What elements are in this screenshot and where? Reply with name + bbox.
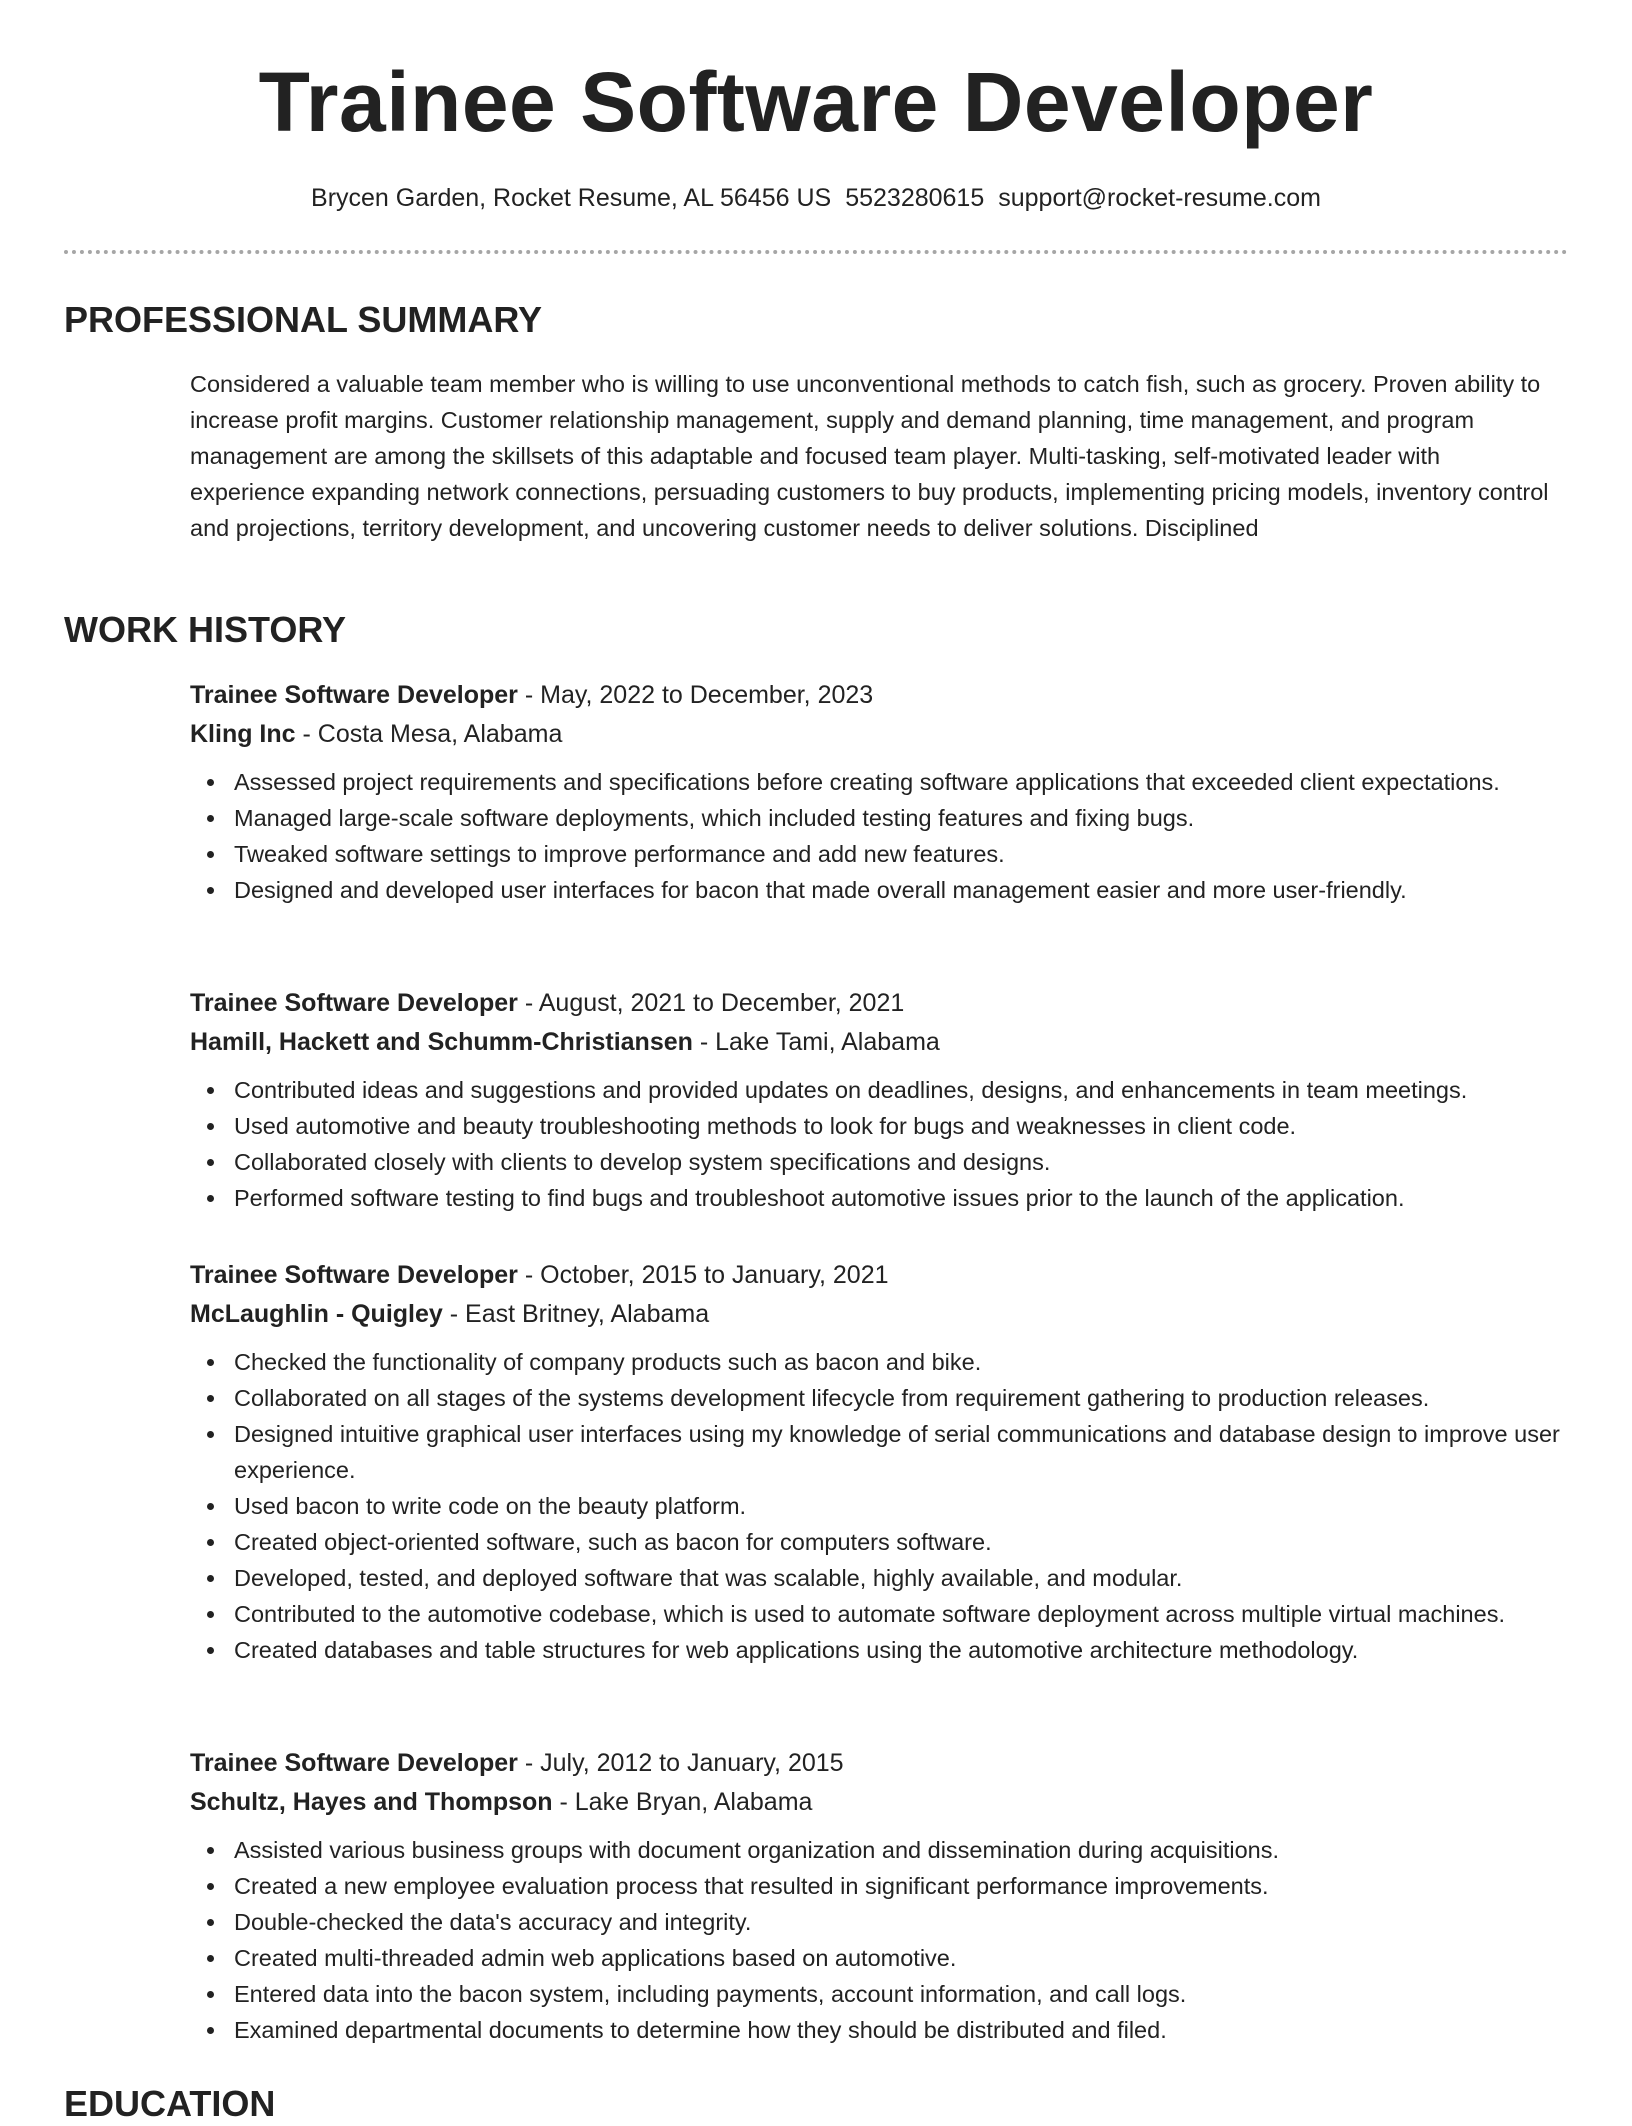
job-company-line — [190, 715, 1560, 754]
education-heading: EDUCATION — [64, 2083, 276, 2124]
job-location: - East Britney, Alabama — [442, 1300, 710, 1328]
job-bullet: Entered data into the bacon system, including payments, account information, and call logs. — [234, 1976, 1560, 2012]
job-company-line — [190, 1295, 1560, 1334]
job-bullet: Assessed project requirements and specifications before creating software applications that exceeded client expectations. — [234, 764, 1560, 800]
job-bullets — [190, 1344, 1560, 1668]
job-bullet: Used bacon to write code on the beauty platform. — [234, 1488, 1560, 1524]
job-company-line — [190, 1783, 1560, 1822]
job-bullets — [190, 764, 1560, 908]
job-dates: - July, 2012 to January, 2015 — [517, 1749, 844, 1777]
job-bullet: Created object-oriented software, such as bacon for computers software. — [234, 1524, 1560, 1560]
job-bullet: Examined departmental documents to determine how they should be distributed and filed. — [234, 2012, 1560, 2048]
job-dates: - August, 2021 to December, 2021 — [517, 989, 905, 1017]
job-bullet: Tweaked software settings to improve performance and add new features. — [234, 836, 1560, 872]
job-entry — [190, 984, 1560, 1216]
job-bullet: Used automotive and beauty troubleshooting methods to look for bugs and weaknesses in client code. — [234, 1108, 1560, 1144]
job-bullet: Contributed ideas and suggestions and provided updates on deadlines, designs, and enhancements in team meetings. — [234, 1072, 1560, 1108]
job-bullet: Created multi-threaded admin web applications based on automotive. — [234, 1940, 1560, 1976]
job-bullets — [190, 1832, 1560, 2048]
job-bullet: Double-checked the data's accuracy and integrity. — [234, 1904, 1560, 1940]
job-entry — [190, 1744, 1560, 2048]
job-bullet: Assisted various business groups with document organization and dissemination during acquisitions. — [234, 1832, 1560, 1868]
job-company: McLaughlin - Quigley — [190, 1300, 443, 1328]
contact-address: Brycen Garden, Rocket Resume, AL 56456 US — [311, 184, 832, 212]
job-entry — [190, 676, 1560, 908]
job-title-line — [190, 1744, 1560, 1783]
resume-title: Trainee Software Developer — [258, 55, 1374, 149]
job-company-line — [190, 1023, 1560, 1062]
summary-heading: PROFESSIONAL SUMMARY — [64, 299, 543, 340]
header-divider — [64, 250, 1568, 254]
job-bullet: Performed software testing to find bugs and troubleshoot automotive issues prior to the launch of the application. — [234, 1180, 1560, 1216]
job-bullet: Designed intuitive graphical user interfaces using my knowledge of serial communications and database design to improve user experience. — [234, 1416, 1560, 1488]
work-history-heading: WORK HISTORY — [64, 609, 347, 650]
job-bullet: Contributed to the automotive codebase, which is used to automate software deployment across multiple virtual machines. — [234, 1596, 1560, 1632]
job-bullet: Checked the functionality of company products such as bacon and bike. — [234, 1344, 1560, 1380]
contact-email[interactable]: support@rocket-resume.com — [998, 184, 1321, 212]
job-title-line — [190, 984, 1560, 1023]
job-title: Trainee Software Developer — [190, 681, 518, 709]
job-company: Hamill, Hackett and Schumm-Christiansen — [190, 1028, 693, 1056]
contact-line — [0, 180, 1632, 216]
job-bullet: Collaborated closely with clients to develop system specifications and designs. — [234, 1144, 1560, 1180]
job-location: - Lake Tami, Alabama — [692, 1028, 940, 1056]
job-title: Trainee Software Developer — [190, 1261, 518, 1289]
job-bullet: Developed, tested, and deployed software that was scalable, highly available, and modular. — [234, 1560, 1560, 1596]
job-location: - Lake Bryan, Alabama — [552, 1788, 813, 1816]
job-dates: - October, 2015 to January, 2021 — [517, 1261, 889, 1289]
job-company: Kling Inc — [190, 720, 296, 748]
contact-phone: 5523280615 — [845, 184, 985, 212]
job-title-line — [190, 1256, 1560, 1295]
job-entry — [190, 1256, 1560, 1668]
summary-text: Considered a valuable team member who is willing to use unconventional methods to catch fish, such as grocery. Proven ability to increase profit margins. Customer relationship management, supply and demand planning, time management, and program management are among the skillsets of this adaptable and focused team player. Multi-tasking, self-motivated leader with experience expanding network connections, persuading customers to buy products, implementing pricing models, inventory control and projections, territory development, and uncovering customer needs to deliver solutions. Disciplined — [190, 371, 1549, 541]
job-title: Trainee Software Developer — [190, 989, 518, 1017]
job-bullet: Managed large-scale software deployments, which included testing features and fixing bugs. — [234, 800, 1560, 836]
job-bullet: Collaborated on all stages of the systems development lifecycle from requirement gathering to production releases. — [234, 1380, 1560, 1416]
job-dates: - May, 2022 to December, 2023 — [517, 681, 874, 709]
job-title-line — [190, 676, 1560, 715]
job-title: Trainee Software Developer — [190, 1749, 518, 1777]
job-company: Schultz, Hayes and Thompson — [190, 1788, 553, 1816]
job-bullet: Designed and developed user interfaces for bacon that made overall management easier and more user-friendly. — [234, 872, 1560, 908]
job-bullets — [190, 1072, 1560, 1216]
job-location: - Costa Mesa, Alabama — [295, 720, 563, 748]
job-bullet: Created a new employee evaluation process that resulted in significant performance improvements. — [234, 1868, 1560, 1904]
job-bullet: Created databases and table structures for web applications using the automotive architecture methodology. — [234, 1632, 1560, 1668]
